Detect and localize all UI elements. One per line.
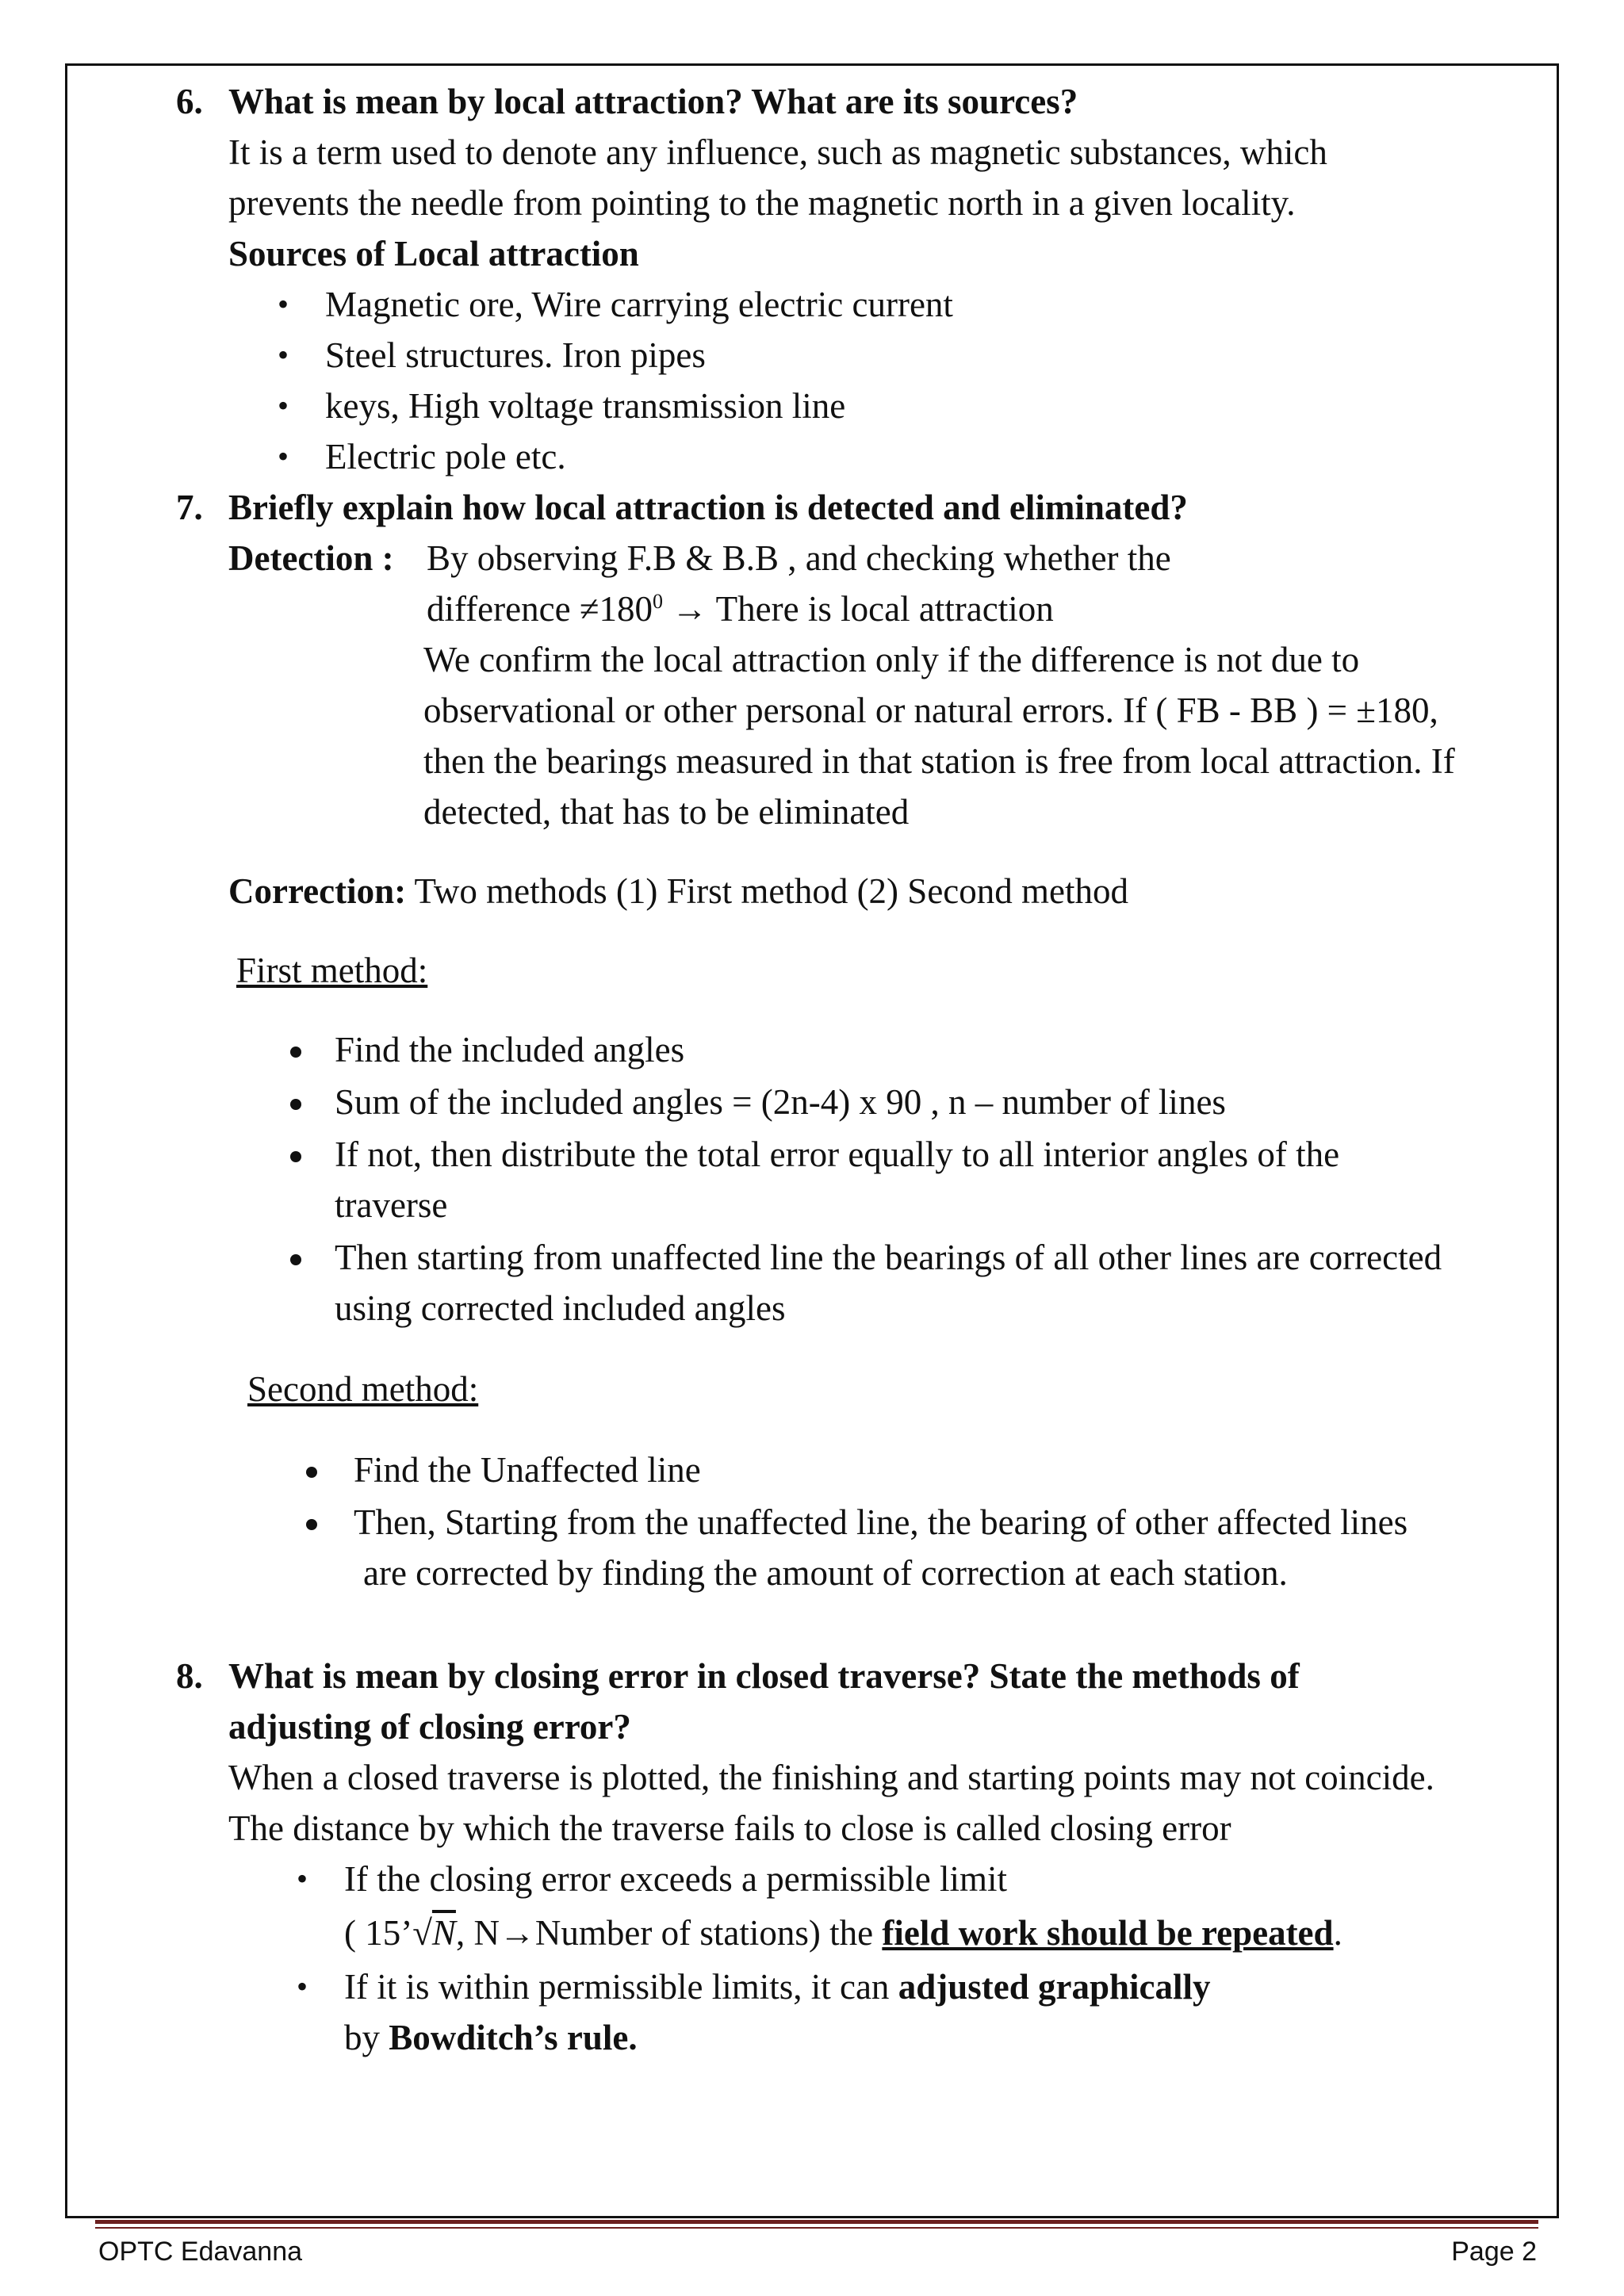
q8-text-line2: The distance by which the traverse fails to close is called closing error: [228, 1808, 1231, 1848]
footer-rule-thin: [95, 2227, 1538, 2229]
bullet-icon: •: [297, 1861, 308, 1896]
bullet-icon: [306, 1519, 317, 1530]
q7-first-method-heading: First method:: [236, 951, 428, 990]
q8-formula-end: .: [1333, 1913, 1342, 1953]
q7-detection-line2-post: → There is local attraction: [663, 589, 1054, 629]
q7-first-method-item: Then starting from unaffected line the bearings of all other lines are corrected: [335, 1238, 1442, 1277]
q7-first-method-item: Sum of the included angles = (2n-4) x 90 , n – number of lines: [335, 1082, 1226, 1122]
q8-bullet2-line1: [344, 1963, 1210, 2011]
q8-bullet1-line1: If the closing error exceeds a permissible limit: [344, 1859, 1007, 1899]
q8-bullet2-line2-pre: by: [344, 2018, 389, 2057]
bullet-icon: [290, 1254, 301, 1265]
q7-correction-label: Correction:: [228, 871, 407, 911]
bullet-icon: •: [278, 337, 289, 373]
q8-text-line1: When a closed traverse is plotted, the finishing and starting points may not coincide.: [228, 1758, 1434, 1797]
bullet-icon: [290, 1099, 301, 1110]
q7-number: 7.: [176, 488, 203, 527]
q7-second-method-item: Find the Unaffected line: [354, 1450, 701, 1490]
footer-rule: [95, 2220, 1538, 2224]
q7-first-method-item-cont: traverse: [335, 1185, 448, 1225]
q6-heading: [176, 78, 1078, 125]
q7-detection-line1: By observing F.B & B.B , and checking whether the: [427, 538, 1171, 578]
q8-bullet2-bold: adjusted graphically: [898, 1967, 1211, 2007]
q7-detection-line6: detected, that has to be eliminated: [423, 792, 910, 832]
bullet-icon: •: [278, 286, 289, 322]
bullet-icon: •: [278, 388, 289, 423]
bullet-icon: [306, 1467, 317, 1478]
q8-bowditch-rule: Bowditch’s rule.: [389, 2018, 638, 2057]
q6-sources-heading: Sources of Local attraction: [228, 234, 639, 274]
q7-detection-line4: observational or other personal or natural errors. If ( FB - BB ) = ±180,: [423, 691, 1438, 730]
footer-page-number: Page 2: [1451, 2237, 1537, 2267]
q7-correction-text: Two methods (1) First method (2) Second method: [406, 871, 1128, 911]
q8-formula-pre: ( 15’√: [344, 1913, 432, 1953]
q6-source-item: Steel structures. Iron pipes: [325, 335, 706, 375]
q8-heading: [176, 1652, 1300, 1700]
q8-formula-sqrt: N: [431, 1913, 456, 1953]
q7-second-method-item: Then, Starting from the unaffected line, the bearing of other affected lines: [354, 1502, 1408, 1542]
q7-second-method-heading: Second method:: [247, 1369, 479, 1409]
q6-text-line2: prevents the needle from pointing to the magnetic north in a given locality.: [228, 183, 1296, 223]
q7-correction: [228, 867, 1128, 915]
q6-number: 6.: [176, 82, 203, 121]
q8-number: 8.: [176, 1656, 203, 1696]
q8-formula-mid: , N→Number of stations) the: [455, 1913, 883, 1953]
bullet-icon: [290, 1151, 301, 1162]
q8-repeat-text: field work should be repeated: [882, 1913, 1334, 1953]
q7-detection-line5: then the bearings measured in that station is free from local attraction. If: [423, 741, 1455, 781]
degree-superscript: 0: [653, 590, 663, 613]
q6-question: What is mean by local attraction? What are its sources?: [228, 82, 1078, 121]
q6-source-item: Electric pole etc.: [325, 437, 566, 476]
q7-detection-label: Detection :: [228, 538, 394, 578]
footer-left: OPTC Edavanna: [98, 2237, 303, 2267]
bullet-icon: [290, 1047, 301, 1058]
q7-detection-line2: [427, 585, 1054, 633]
q8-bullet1-line2: [344, 1909, 1342, 1957]
q6-source-item: Magnetic ore, Wire carrying electric current: [325, 285, 953, 324]
q7-detection-line2-pre: difference ≠180: [427, 589, 653, 629]
q6-source-item: keys, High voltage transmission line: [325, 386, 846, 426]
q8-bullet2-line2: [344, 2014, 638, 2061]
bullet-icon: •: [297, 1969, 308, 2004]
q8-question-line2: adjusting of closing error?: [228, 1707, 631, 1747]
q7-first-method-item: Find the included angles: [335, 1030, 685, 1070]
q7-first-method-item-cont: using corrected included angles: [335, 1288, 786, 1328]
q6-text-line1: It is a term used to denote any influence, such as magnetic substances, which: [228, 132, 1327, 172]
q7-question: Briefly explain how local attraction is detected and eliminated?: [228, 488, 1188, 527]
q7-detection-line3: We confirm the local attraction only if the difference is not due to: [423, 640, 1360, 679]
q8-question-line1: What is mean by closing error in closed traverse? State the methods of: [228, 1656, 1300, 1696]
q7-heading: [176, 484, 1188, 531]
bullet-icon: •: [278, 438, 289, 474]
q8-bullet2-pre: If it is within permissible limits, it can: [344, 1967, 898, 2007]
q7-first-method-item: If not, then distribute the total error equally to all interior angles of the: [335, 1135, 1340, 1174]
q7-second-method-item-cont: are corrected by finding the amount of correction at each station.: [363, 1553, 1288, 1593]
